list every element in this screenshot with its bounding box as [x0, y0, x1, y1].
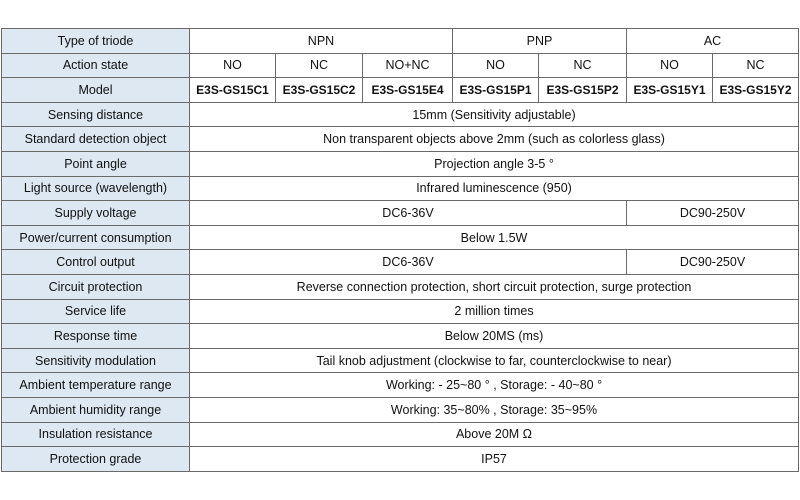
spec-value: Above 20M Ω: [190, 422, 799, 447]
spec-value-ac: DC90-250V: [627, 250, 799, 275]
spec-label: Sensitivity modulation: [2, 348, 190, 373]
model-cell: E3S-GS15P2: [539, 78, 627, 103]
type-row: [2, 29, 799, 54]
action-label: Action state: [2, 53, 190, 78]
model-cell: E3S-GS15C1: [190, 78, 276, 103]
spec-row: [2, 250, 799, 275]
spec-row: [2, 201, 799, 226]
model-cell: E3S-GS15C2: [276, 78, 363, 103]
spec-label: Insulation resistance: [2, 422, 190, 447]
spec-value: 15mm (Sensitivity adjustable): [190, 102, 799, 127]
spec-row: [2, 274, 799, 299]
spec-label: Ambient humidity range: [2, 397, 190, 422]
spec-value-dc: DC6-36V: [190, 201, 627, 226]
spec-row: [2, 324, 799, 349]
spec-row: [2, 102, 799, 127]
spec-value: Below 20MS (ms): [190, 324, 799, 349]
spec-value: Non transparent objects above 2mm (such as colorless glass): [190, 127, 799, 152]
spec-label: Control output: [2, 250, 190, 275]
spec-row: [2, 348, 799, 373]
spec-label: Ambient temperature range: [2, 373, 190, 398]
action-cell: NO: [453, 53, 539, 78]
action-cell: NO+NC: [363, 53, 453, 78]
action-cell: NO: [627, 53, 713, 78]
spec-row: [2, 422, 799, 447]
spec-value: IP57: [190, 447, 799, 472]
spec-row: [2, 225, 799, 250]
action-cell: NC: [539, 53, 627, 78]
spec-value: Working: - 25~80 ° , Storage: - 40~80 °: [190, 373, 799, 398]
spec-value: Working: 35~80% , Storage: 35~95%: [190, 397, 799, 422]
action-cell: NO: [190, 53, 276, 78]
group-npn: NPN: [190, 29, 453, 54]
spec-label: Supply voltage: [2, 201, 190, 226]
spec-value: 2 million times: [190, 299, 799, 324]
group-pnp: PNP: [453, 29, 627, 54]
action-row: [2, 53, 799, 78]
spec-label: Service life: [2, 299, 190, 324]
spec-label: Light source (wavelength): [2, 176, 190, 201]
spec-row: [2, 127, 799, 152]
model-label: Model: [2, 78, 190, 103]
spec-value-ac: DC90-250V: [627, 201, 799, 226]
spec-row: [2, 397, 799, 422]
group-ac: AC: [627, 29, 799, 54]
model-cell: E3S-GS15E4: [363, 78, 453, 103]
spec-value: Projection angle 3-5 °: [190, 151, 799, 176]
spec-label: Circuit protection: [2, 274, 190, 299]
spec-label: Power/current consumption: [2, 225, 190, 250]
spec-value-dc: DC6-36V: [190, 250, 627, 275]
spec-label: Protection grade: [2, 447, 190, 472]
spec-value: Below 1.5W: [190, 225, 799, 250]
spec-label: Point angle: [2, 151, 190, 176]
model-cell: E3S-GS15P1: [453, 78, 539, 103]
spec-row: [2, 447, 799, 472]
spec-row: [2, 151, 799, 176]
spec-row: [2, 299, 799, 324]
action-cell: NC: [713, 53, 799, 78]
action-cell: NC: [276, 53, 363, 78]
spec-value: Tail knob adjustment (clockwise to far, counterclockwise to near): [190, 348, 799, 373]
spec-label: Standard detection object: [2, 127, 190, 152]
spec-value: Infrared luminescence (950): [190, 176, 799, 201]
spec-label: Response time: [2, 324, 190, 349]
spec-label: Sensing distance: [2, 102, 190, 127]
spec-value: Reverse connection protection, short circuit protection, surge protection: [190, 274, 799, 299]
model-cell: E3S-GS15Y2: [713, 78, 799, 103]
spec-row: [2, 176, 799, 201]
model-row: [2, 78, 799, 103]
model-cell: E3S-GS15Y1: [627, 78, 713, 103]
spec-table: [1, 28, 799, 472]
type-label: Type of triode: [2, 29, 190, 54]
spec-row: [2, 373, 799, 398]
